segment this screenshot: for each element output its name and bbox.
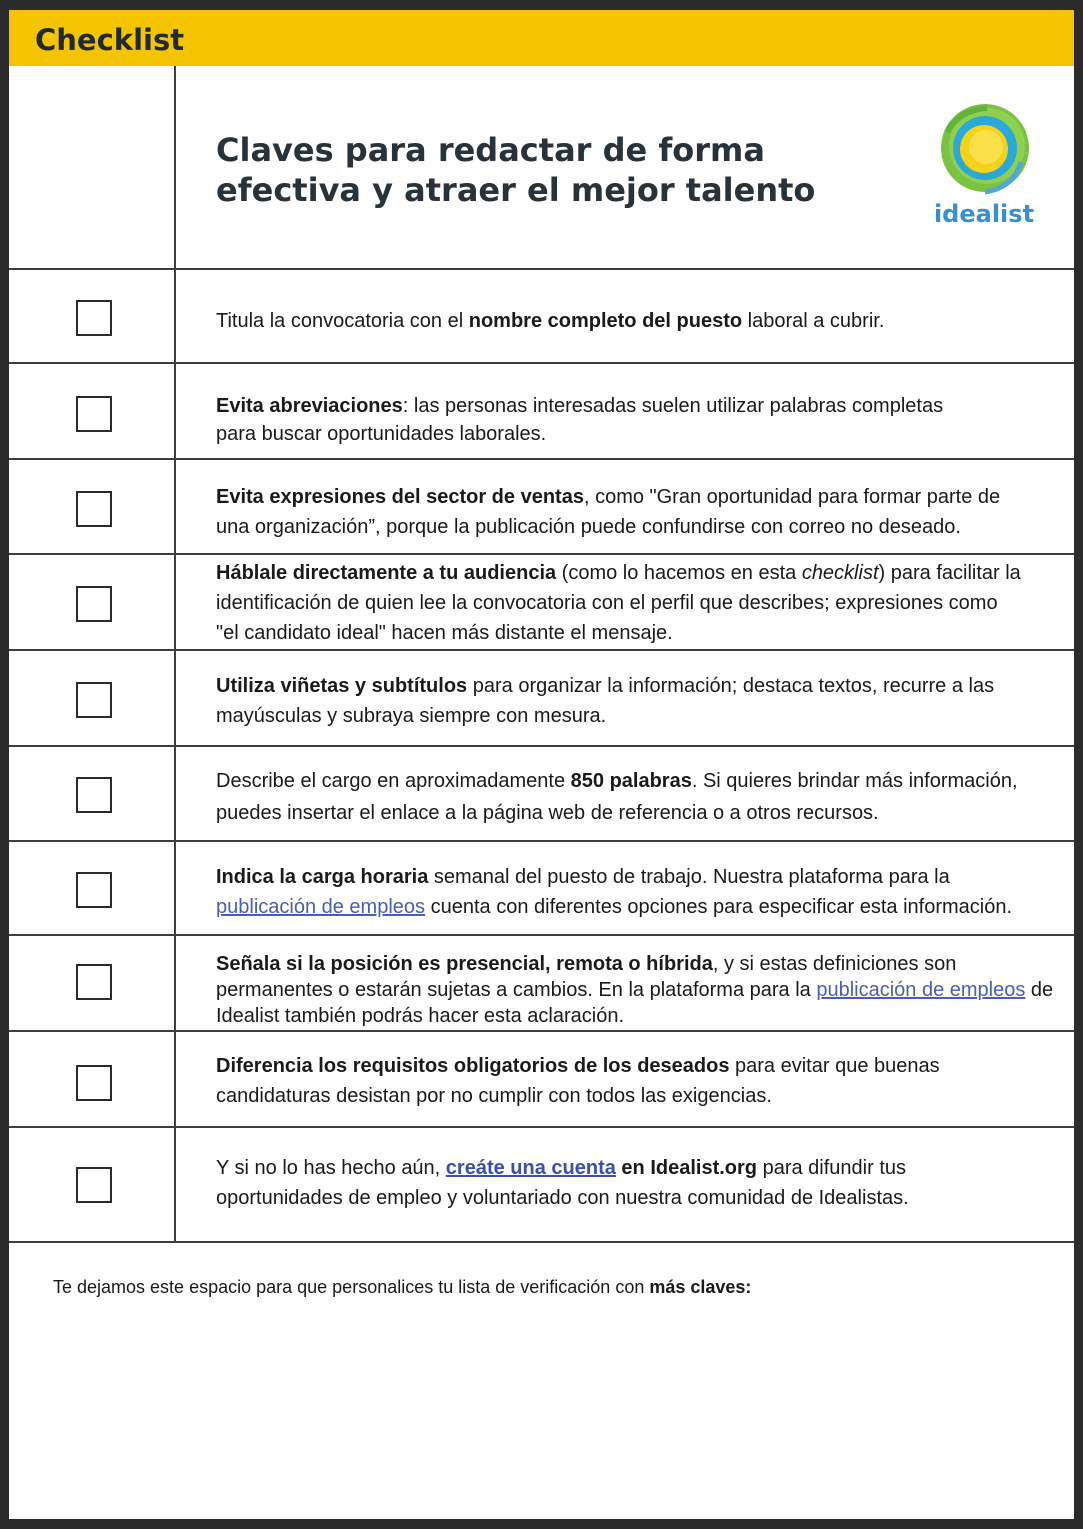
- item-text: "el candidato ideal" hacen más distante el mensaje.: [216, 622, 673, 644]
- checklist-item-8: [216, 951, 1066, 1029]
- checklist-item-2: [216, 392, 1066, 448]
- job-posting-link[interactable]: publicación de empleos: [216, 896, 426, 918]
- checklist-item-6: [216, 765, 1066, 829]
- checkbox-1[interactable]: [76, 300, 112, 336]
- item-bold: Indica la carga horaria: [216, 866, 429, 888]
- checkbox-7[interactable]: [76, 872, 112, 908]
- item-text: para difundir tus: [757, 1157, 907, 1179]
- checklist-item-3: [216, 482, 1066, 542]
- item-bold: en Idealist.org: [615, 1157, 758, 1179]
- checklist-banner: [9, 10, 1074, 66]
- create-account-link[interactable]: creáte una cuenta: [445, 1157, 616, 1179]
- checklist-item-7: [216, 862, 1066, 922]
- item-text: candidaturas desistan por no cumplir con todos las exigencias.: [216, 1085, 772, 1107]
- footer-note-bold: más claves:: [649, 1277, 752, 1297]
- idealist-logo: [929, 102, 1039, 242]
- document-title-line-1: Claves para redactar de forma: [216, 131, 765, 169]
- item-text: laboral a cubrir.: [742, 310, 885, 332]
- item-text: mayúsculas y subraya siempre con mesura.: [216, 705, 607, 727]
- footer-note-text: Te dejamos este espacio para que personalices tu lista de verificación con: [53, 1277, 650, 1297]
- checkbox-2[interactable]: [76, 396, 112, 432]
- item-text: (como lo hacemos en esta: [556, 562, 802, 584]
- item-text: , y si estas definiciones son: [712, 953, 957, 975]
- document-title: [216, 130, 836, 210]
- item-text: . Si quieres brindar más información,: [691, 770, 1018, 792]
- item-bold: nombre completo del puesto: [468, 310, 743, 332]
- item-text: de: [1025, 979, 1054, 1001]
- item-text: ) para facilitar la: [878, 562, 1021, 584]
- checklist-item-4: [216, 558, 1066, 648]
- checkbox-4[interactable]: [76, 586, 112, 622]
- item-italic: checklist: [801, 562, 879, 584]
- document-title-line-2: efectiva y atraer el mejor talento: [216, 171, 816, 209]
- item-text: oportunidades de empleo y voluntariado con nuestra comunidad de Idealistas.: [216, 1187, 909, 1209]
- checkbox-8[interactable]: [76, 964, 112, 1000]
- item-text: una organización”, porque la publicación puede confundirse con correo no deseado.: [216, 516, 961, 538]
- item-bold: 850 palabras: [570, 770, 692, 792]
- item-bold: Diferencia los requisitos obligatorios de los deseados: [216, 1055, 730, 1077]
- checkbox-6[interactable]: [76, 777, 112, 813]
- checkbox-10[interactable]: [76, 1167, 112, 1203]
- job-posting-link[interactable]: publicación de empleos: [816, 979, 1026, 1001]
- checklist-item-10: [216, 1153, 1066, 1213]
- item-text: Idealist también podrás hacer esta aclaración.: [216, 1005, 625, 1027]
- idealist-logo-icon: [929, 102, 1039, 202]
- item-text: puedes insertar el enlace a la página web de referencia o a otros recursos.: [216, 802, 879, 824]
- checklist-item-1: [216, 309, 1066, 333]
- item-text: permanentes o estarán sujetas a cambios. En la plataforma para la: [216, 979, 817, 1001]
- footer-note: [53, 1277, 751, 1298]
- item-bold: Evita abreviaciones: [216, 395, 403, 417]
- item-text: semanal del puesto de trabajo. Nuestra plataforma para la: [428, 866, 950, 888]
- item-text: : las personas interesadas suelen utilizar palabras completas: [402, 395, 944, 417]
- item-text: identificación de quien lee la convocatoria con el perfil que describes; expresiones como: [216, 592, 998, 614]
- item-text: Describe el cargo en aproximadamente: [216, 770, 571, 792]
- item-text: Titula la convocatoria con el: [216, 310, 469, 332]
- checklist-item-9: [216, 1051, 1066, 1111]
- banner-title: Checklist: [35, 23, 185, 57]
- checklist-item-5: [216, 671, 1066, 731]
- checkbox-5[interactable]: [76, 682, 112, 718]
- item-text: para organizar la información; destaca textos, recurre a las: [467, 675, 995, 697]
- checklist-page: [9, 10, 1074, 1519]
- item-text: Y si no lo has hecho aún,: [216, 1157, 446, 1179]
- item-text: para evitar que buenas: [729, 1055, 940, 1077]
- checkbox-3[interactable]: [76, 491, 112, 527]
- item-text: cuenta con diferentes opciones para especificar esta información.: [425, 896, 1013, 918]
- checkbox-9[interactable]: [76, 1065, 112, 1101]
- item-bold: Utiliza viñetas y subtítulos: [216, 675, 468, 697]
- item-bold: Señala si la posición es presencial, remota o híbrida: [216, 953, 713, 975]
- item-text: , como "Gran oportunidad para formar parte de: [583, 486, 1001, 508]
- item-bold: Evita expresiones del sector de ventas: [216, 486, 584, 508]
- logo-wordmark: idealist: [933, 200, 1035, 228]
- item-text: para buscar oportunidades laborales.: [216, 423, 547, 445]
- item-bold: Háblale directamente a tu audiencia: [216, 562, 557, 584]
